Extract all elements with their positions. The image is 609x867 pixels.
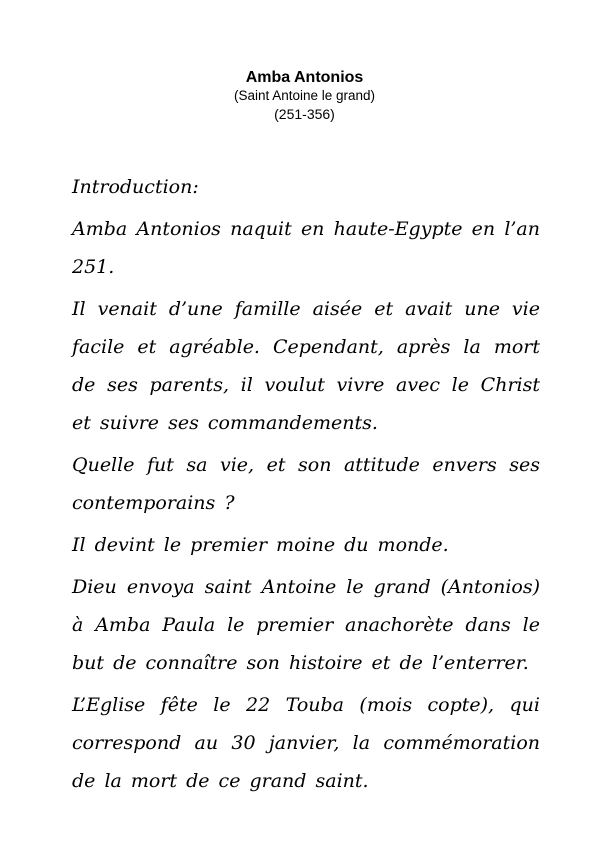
paragraph-question: Quelle fut sa vie, et son attitude envers ses contemporains ? <box>72 454 540 514</box>
title-block <box>0 0 609 123</box>
paragraph-feast-day: L’Eglise fête le 22 Touba (mois copte), qui correspond au 30 janvier, la commémoration de la mort de ce grand saint. <box>72 694 540 792</box>
page-years: (251-356) <box>274 106 335 122</box>
page-subtitle: (Saint Antoine le grand) <box>233 88 376 103</box>
paragraph-introduction: Introduction: <box>72 176 199 198</box>
document-body <box>72 168 540 800</box>
paragraph-first-monk: Il devint le premier moine du monde. <box>72 534 449 556</box>
page-title: Amba Antonios <box>245 69 364 86</box>
paragraph-birth: Amba Antonios naquit en haute-Egypte en l’an 251. <box>72 218 540 278</box>
paragraph-amba-paula: Dieu envoya saint Antoine le grand (Antonios) à Amba Paula le premier anachorète dans le but de connaître son histoire et de l’enterrer. <box>72 576 540 674</box>
paragraph-family: Il venait d’une famille aisée et avait une vie facile et agréable. Cependant, après la mort de ses parents, il voulut vivre avec le Christ et suivre ses commandements. <box>72 298 540 434</box>
